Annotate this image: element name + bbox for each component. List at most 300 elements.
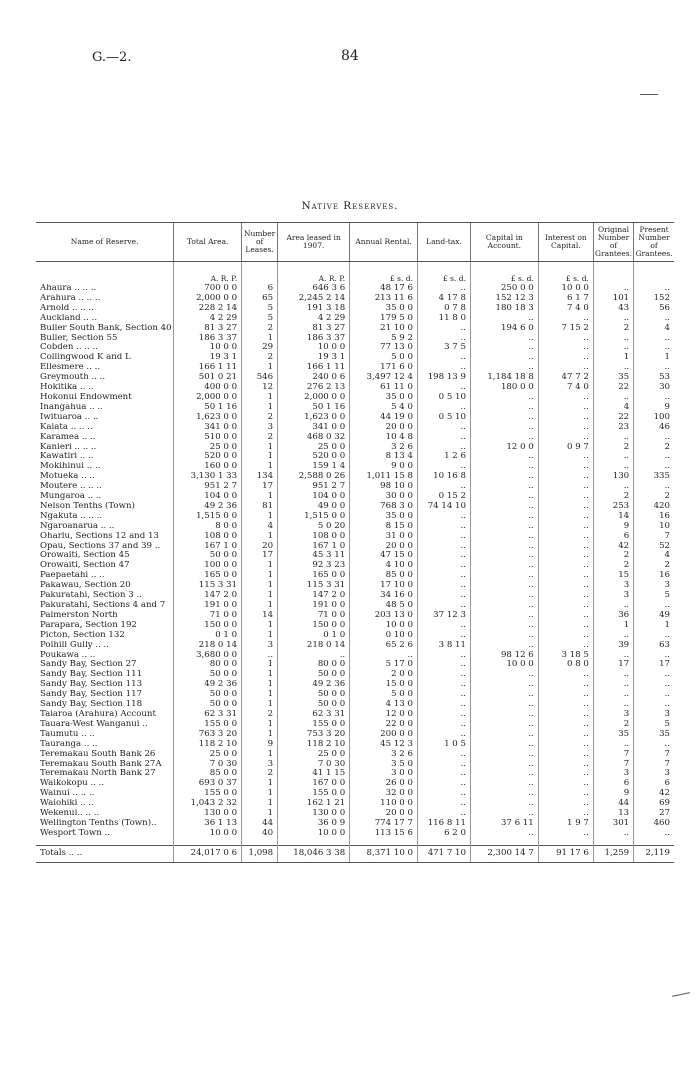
table-row-cell: 130 [593,472,633,482]
table-row-cell: Ngaroanarua .. .. [40,521,115,531]
table-row-cell: 65 2 6 [350,641,418,651]
table-row-cell: Inangahua .. .. [40,402,103,412]
table-row-cell: 2 [593,492,633,502]
table-row [36,314,674,324]
table-row-cell: .. [417,799,470,809]
table-row-cell: .. [593,334,633,344]
table-row-cell: 2,000 0 0 [174,294,242,304]
table-row-cell: 7 0 30 [278,760,350,770]
table-row-cell: Ngakuta .. .. .. [40,511,103,521]
table-row-cell: 22 0 0 [350,720,418,730]
table-row-cell: 3 [593,581,633,591]
table-row-cell: 69 [634,799,674,809]
table-row-cell: 17 [593,660,633,670]
table-row-cell: .. [417,651,470,661]
table-row-cell: Arnold .. .. .. [40,303,94,313]
table-row-cell: Sandy Bay, Section 113 [40,680,143,690]
table-row [36,433,674,443]
table-row-cell: .. [470,423,538,433]
table-row-cell: 3 2 6 [350,443,418,453]
table-row [36,670,674,680]
table-row-cell: 36 1 13 [174,819,242,829]
units-row-cell [36,262,174,285]
table-row-cell: .. [634,690,674,700]
table-row-cell: .. [593,363,633,373]
table-row-cell: 167 1 0 [174,542,242,552]
table-row [36,334,674,344]
table-row-cell: Greymouth .. .. [40,373,106,383]
table-row-cell: 166 1 11 [278,363,350,373]
table-row-cell: .. [470,314,538,324]
table-row-cell: .. [538,641,593,651]
table-row-cell: .. [538,542,593,552]
table-row-cell: Pakuratahi, Section 3 .. [40,591,142,601]
table-row-cell: 155 0 0 [278,789,350,799]
table-row-cell: 50 0 0 [278,670,350,680]
table-row-cell: Collingwood K and L [40,353,131,363]
column-header: Total Area. [174,223,242,262]
table-row-cell: .. [593,314,633,324]
table-row-cell: 203 13 0 [350,611,418,621]
table-row-cell: 3 18 5 [538,651,593,661]
table-row [36,809,674,819]
table-row-cell: .. [538,343,593,353]
table-row-cell: 3,680 0 0 [174,651,242,661]
table-row-cell: 2 [593,561,633,571]
table-row-cell: 10 0 0 [174,343,242,353]
table-row-cell: 77 13 0 [350,343,418,353]
table-row-cell: .. [470,403,538,413]
table-row-cell: .. [538,551,593,561]
table-row-cell: 2 0 0 [350,670,418,680]
table-row-cell: 1,623 0 0 [278,413,350,423]
table-row-cell: 110 0 0 [350,799,418,809]
table-row-cell: 47 15 0 [350,551,418,561]
table-row-cell: 98 12 6 [470,651,538,661]
table-row-cell: 29 [242,343,278,353]
table-row-cell: 1 [593,621,633,631]
table-row-cell: .. [278,651,350,661]
table-row-cell: 5 [242,314,278,324]
table-row-cell: .. [470,561,538,571]
table-row-cell: 2 [242,710,278,720]
table-row-cell: .. [538,452,593,462]
totals-row-cell: 18,046 3 38 [278,845,350,862]
table-row [36,660,674,670]
table-row-cell: 1,515 0 0 [174,512,242,522]
table-row [36,413,674,423]
table-row-cell: 6 [242,284,278,294]
table-row-cell: 198 13 9 [417,373,470,383]
table-row [36,324,674,334]
table-row-cell: 1 [242,492,278,502]
table-row-cell: .. [538,522,593,532]
table-row-cell: .. [538,512,593,522]
table-row-cell: Waiohiki .. .. [40,799,94,809]
table-row-cell: .. [538,591,593,601]
table-row-cell: .. [634,740,674,750]
table-row [36,343,674,353]
table-row-cell: .. [417,700,470,710]
table-row-cell: Ellesmere .. .. [40,363,101,373]
table-row-cell: Wainui .. .. .. [40,789,95,799]
table-row-cell: .. [538,433,593,443]
table-row [36,829,674,839]
table-row [36,403,674,413]
table-row-cell: 165 0 0 [278,571,350,581]
units-row [36,262,674,285]
table-row-cell: 501 0 21 [174,373,242,383]
units-row-cell [634,262,674,285]
table-row-cell: 36 0 9 [278,819,350,829]
table-row-cell: Wesport Town .. [40,828,110,838]
table-row-cell: .. [538,423,593,433]
table-row-cell: 1 [242,680,278,690]
table-row-cell: 6 [593,779,633,789]
table-row-cell: 17 [242,551,278,561]
table-row-cell: .. [470,363,538,373]
table-row-cell: 301 [593,819,633,829]
table-row-cell: Mungaroa .. .. [40,492,102,502]
table-row-cell: .. [417,443,470,453]
table-row-cell: 2 [593,324,633,334]
table-row-cell: .. [417,324,470,334]
table-row-cell: 155 0 0 [174,789,242,799]
table-row-cell: .. [634,363,674,373]
table-row-cell: 50 1 16 [174,403,242,413]
table-row-cell: Karamea .. .. [40,432,96,442]
table-row [36,284,674,294]
table-row-cell: .. [470,611,538,621]
table-row-cell: Tauranga .. .. [40,739,98,749]
table-row-cell: .. [538,740,593,750]
table-row-cell: .. [538,532,593,542]
table-row-cell: .. [470,769,538,779]
table-row-cell: 50 0 0 [174,551,242,561]
table-row-cell: .. [538,809,593,819]
table-row [36,512,674,522]
table-row-cell: .. [417,660,470,670]
table-row-cell: 2 [242,324,278,334]
table-row-cell: .. [538,670,593,680]
table-row-cell: 1 [242,561,278,571]
table-row-cell: 3 5 0 [350,760,418,770]
table-row-cell: .. [417,423,470,433]
table-row [36,294,674,304]
table-row-cell: 20 0 0 [350,809,418,819]
table-row-cell: 341 0 0 [174,423,242,433]
table-row-cell: 147 2 0 [278,591,350,601]
table-row-cell: 7 0 30 [174,760,242,770]
table-row-cell: 81 3 27 [278,324,350,334]
table-row [36,750,674,760]
table-row-cell: .. [538,413,593,423]
table-row-cell: .. [470,760,538,770]
table-row-cell: .. [417,760,470,770]
table-row [36,452,674,462]
table-row-cell: 50 0 0 [174,700,242,710]
table-row-cell: 7 [634,760,674,770]
table-row-cell: 100 0 0 [174,561,242,571]
table-row [36,462,674,472]
table-row [36,472,674,482]
table-row-cell: 1 [242,393,278,403]
table-row-cell: .. [538,492,593,502]
table-row-cell: .. [417,403,470,413]
table-row-cell: 2 [634,561,674,571]
table-row-cell: .. [417,591,470,601]
table-row-cell: Orowaiti, Section 47 [40,561,130,571]
table-row-cell: .. [470,571,538,581]
table-row-cell: 253 [593,502,633,512]
table-row-cell: 520 0 0 [278,452,350,462]
table-row [36,740,674,750]
table-row-cell: 1 [242,571,278,581]
table-row-cell: 276 2 13 [278,383,350,393]
table-row-cell: 1 [242,690,278,700]
table-row-cell: 62 3 31 [278,710,350,720]
table-row-cell: 22 [593,413,633,423]
table-row-cell: 3 [634,581,674,591]
table-row [36,651,674,661]
table-row-cell: 39 [593,641,633,651]
totals-row-cell: 2,119 [634,845,674,862]
table-row-cell: .. [634,482,674,492]
table-row-cell: 32 0 0 [350,789,418,799]
table-row-cell: Nelson Tenths (Town) [40,501,135,511]
column-header: Area leased in 1907. [278,223,350,262]
table-row-cell: 3 2 6 [350,750,418,760]
table-row-cell: 194 6 0 [470,324,538,334]
table-row-cell: 191 0 0 [278,601,350,611]
table-row-cell: 3 8 11 [417,641,470,651]
table-row-cell: .. [350,651,418,661]
table-row-cell: .. [470,452,538,462]
table-row-cell: .. [470,591,538,601]
table-row-cell: Teremakau South Bank 26 [40,749,156,759]
table-row-cell: 2 [242,769,278,779]
table-row-cell: .. [470,750,538,760]
table-row-cell: 50 0 0 [174,690,242,700]
table-row-cell: 0 7 8 [417,304,470,314]
table-row-cell: .. [417,532,470,542]
table-row-cell: 80 0 0 [174,660,242,670]
table-row-cell: 47 7 2 [538,373,593,383]
table-row-cell: 171 6 0 [350,363,418,373]
table-row-cell: 17 [242,482,278,492]
table-row-cell: 160 0 0 [174,462,242,472]
table-row-cell: .. [470,353,538,363]
table-row-cell: 159 1 4 [278,462,350,472]
table-row-cell: 27 [634,809,674,819]
table-row-cell: 0 5 10 [417,393,470,403]
table-row-cell: 1 [242,660,278,670]
table-row-cell: .. [417,809,470,819]
table-row-cell: 10 0 0 [278,829,350,839]
table-row-cell: .. [538,393,593,403]
column-header-row [36,223,674,262]
table-row-cell: .. [417,710,470,720]
totals-row-cell: 2,300 14 7 [470,845,538,862]
table-row-cell: 42 [593,542,633,552]
table-row-cell: 49 [634,611,674,621]
table-row-cell: 1 [242,730,278,740]
table-row-cell: 115 3 31 [278,581,350,591]
table-row [36,799,674,809]
table-row-cell: .. [593,482,633,492]
margin-mark [672,992,690,997]
table-row-cell: 130 0 0 [174,809,242,819]
table-row-cell: .. [417,561,470,571]
table-row-cell: 108 0 0 [174,532,242,542]
table-row-cell: .. [470,779,538,789]
table-row-cell: 2 [242,413,278,423]
table-row-cell: 2 [593,720,633,730]
table-row-cell: 2 [634,443,674,453]
table-row-cell: .. [417,571,470,581]
table-row-cell: .. [470,631,538,641]
table-row-cell: 98 10 0 [350,482,418,492]
table-row-cell: .. [417,631,470,641]
table-row-cell: 85 0 0 [174,769,242,779]
table-row-cell: 22 [593,383,633,393]
table-row-cell: 14 [593,512,633,522]
table-row-cell: 7 [593,760,633,770]
table-row-cell: 12 0 0 [350,710,418,720]
table-row-cell: 21 10 0 [350,324,418,334]
table-row-cell: 1 [242,443,278,453]
table-row [36,502,674,512]
table-row-cell: 74 14 10 [417,502,470,512]
column-header: Name of Reserve. [36,223,174,262]
table-row-cell: .. [538,760,593,770]
table-row-cell: 48 5 0 [350,601,418,611]
table-row-cell: 1 [242,799,278,809]
table-row-cell: Moutere .. .. .. [40,482,102,492]
native-reserves-table [36,222,674,863]
table-row-cell: .. [417,522,470,532]
table-row-cell: 6 [634,779,674,789]
table-row-cell: 218 0 14 [174,641,242,651]
table-row-cell: 2,000 0 0 [174,393,242,403]
table-row-cell: .. [634,829,674,839]
table-row-cell: 1 [242,532,278,542]
table-row-cell: 35 [634,730,674,740]
table-row-cell: .. [593,651,633,661]
table-row-cell: .. [538,769,593,779]
table-row-cell: .. [417,551,470,561]
table-row-cell: Orowaiti, Section 45 [40,551,130,561]
table-row-cell: 768 3 0 [350,502,418,512]
table-row-cell: .. [470,720,538,730]
table-row-cell: 49 2 36 [278,680,350,690]
table-row-cell: 16 [634,512,674,522]
table-row-cell: 180 18 3 [470,304,538,314]
table-row-cell: .. [470,462,538,472]
table-row-cell: 1 [242,581,278,591]
table-row-cell: 37 6 11 [470,819,538,829]
table-row-cell: .. [538,680,593,690]
table-row [36,621,674,631]
table-row-cell: .. [470,730,538,740]
units-row-cell: £ s. d. [470,262,538,285]
table-row-cell: 41 1 15 [278,769,350,779]
table-row-cell: 4 [634,324,674,334]
table-row-cell: .. [634,670,674,680]
table-row-cell: 1,623 0 0 [174,413,242,423]
table-row-cell: Tauara-West Wanganui .. [40,719,148,729]
table-row-cell: .. [538,334,593,344]
units-row-cell: A. R. P. [174,262,242,285]
table-row-cell: .. [470,472,538,482]
table-row-cell: 4 2 29 [174,314,242,324]
table-row-cell: .. [470,641,538,651]
totals-row-cell: 471 7 10 [417,845,470,862]
table-row [36,611,674,621]
table-row-cell: 6 2 0 [417,829,470,839]
table-row-cell: 113 15 6 [350,829,418,839]
table-row-cell: 49 2 36 [174,502,242,512]
totals-row [36,845,674,862]
table-row-cell: 15 [593,571,633,581]
table-row-cell: .. [538,690,593,700]
table-row-cell: .. [634,462,674,472]
table-row [36,304,674,314]
table-row-cell: 4 17 8 [417,294,470,304]
table-row-cell: Oharlu, Sections 12 and 13 [40,531,159,541]
table-row-cell: 52 [634,542,674,552]
table-row [36,482,674,492]
table-row-cell: .. [538,631,593,641]
table-row-cell: 693 0 37 [174,779,242,789]
table-row-cell: .. [470,413,538,423]
table-row-cell: 2 [242,433,278,443]
table-row-cell: 152 12 3 [470,294,538,304]
units-row-cell: A. R. P. [278,262,350,285]
table-row-cell: 35 [593,373,633,383]
table-row-cell: 43 [593,304,633,314]
table-row-cell: 162 1 21 [278,799,350,809]
table-row-cell: Poukawa .. .. [40,650,96,660]
table-row-cell: .. [538,700,593,710]
table-row-cell: 17 [634,660,674,670]
table-row-cell: 0 1 0 [174,631,242,641]
table-row-cell: 0 15 2 [417,492,470,502]
table-row-cell: 65 [242,294,278,304]
table-row-cell: .. [417,462,470,472]
table-row-cell: 71 0 0 [278,611,350,621]
table-row-cell: 9 [593,789,633,799]
table-row-cell: .. [417,690,470,700]
table-row-cell: .. [634,433,674,443]
table-row-cell: 763 3 20 [174,730,242,740]
table-row-cell: 10 [634,522,674,532]
table-row-cell: 5 0 0 [350,353,418,363]
document-reference: G.—2. [92,50,132,65]
table-row-cell: 44 [242,819,278,829]
table-row-cell: 56 [634,304,674,314]
table-row-cell: .. [417,433,470,443]
table-row-cell: 30 0 0 [350,492,418,502]
table-row-cell: 71 0 0 [174,611,242,621]
table-row-cell: .. [538,779,593,789]
table-row-cell: 3 [593,710,633,720]
units-row-cell: £ s. d. [538,262,593,285]
column-header: Present Number of Grantees. [634,223,674,262]
table-row-cell: Arahura .. .. .. [40,293,101,303]
table-row-cell: .. [634,314,674,324]
table-row-cell: 155 0 0 [174,720,242,730]
